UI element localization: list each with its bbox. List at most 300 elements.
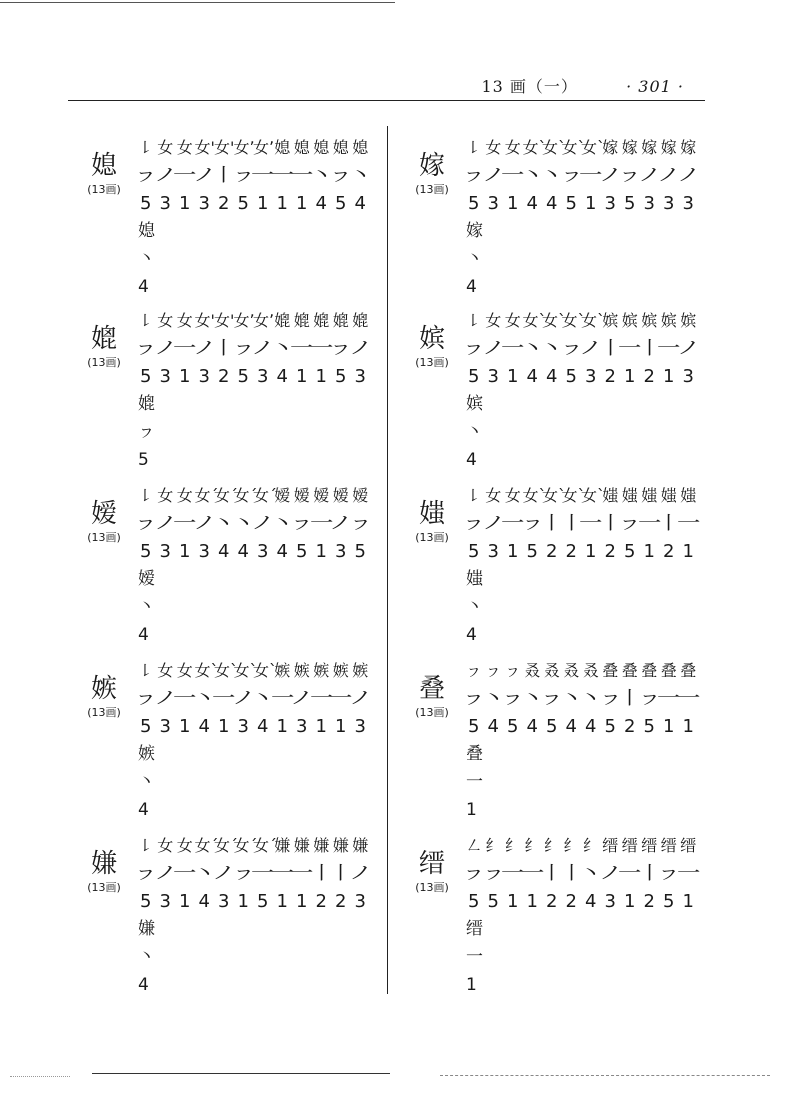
char-entry — [72, 481, 372, 651]
glyphs-row — [464, 481, 698, 509]
final-stroke: 一 — [466, 947, 483, 967]
progressive-glyph: 女ˊ — [233, 836, 258, 855]
numbers-row — [136, 537, 370, 565]
stroke-shape: 丶 — [348, 165, 372, 186]
stroke-number: 5 — [354, 541, 366, 562]
progressive-glyph: 女ˊ — [253, 836, 278, 855]
entry-head — [72, 849, 136, 895]
final-character: 嫁 — [466, 221, 483, 241]
progressive-glyph: 女ˊ — [194, 836, 219, 855]
stroke-shape: 一 — [309, 513, 333, 534]
final-character: 缙 — [466, 919, 483, 939]
top-scan-line — [0, 2, 395, 3]
stroke-shape: 丨 — [637, 338, 661, 359]
progressive-glyph: 嫉 — [293, 661, 310, 680]
stroke-number: 2 — [565, 541, 577, 562]
stroke-number: 3 — [257, 541, 269, 562]
progressive-glyph: 媸 — [602, 486, 619, 505]
progressive-glyph: 女 — [176, 661, 193, 680]
stroke-count-label: (13画) — [87, 531, 121, 544]
stroke-shape: 一 — [657, 688, 681, 709]
final-character: 媲 — [138, 394, 155, 414]
strokes-row — [464, 859, 698, 887]
progressive-glyph: 纟 — [524, 836, 541, 855]
stroke-shape: 一 — [309, 688, 333, 709]
stroke-number: 1 — [507, 891, 519, 912]
progressive-glyph: 媳 — [293, 138, 310, 157]
stroke-shape: ㇷ — [231, 338, 255, 359]
stroke-sequence — [464, 306, 698, 474]
head-character: 媳 — [90, 151, 117, 181]
stroke-number: 4 — [276, 541, 288, 562]
stroke-shape: ㇷ — [618, 165, 642, 186]
stroke-shape: ノ — [153, 165, 177, 186]
glyphs-row — [136, 656, 370, 684]
progressive-glyph: ㇙ — [465, 486, 482, 505]
progressive-glyph: 媸 — [641, 486, 658, 505]
stroke-number: 1 — [315, 716, 327, 737]
head-character: 媲 — [90, 324, 117, 354]
stroke-shape: ㇷ — [501, 688, 525, 709]
stroke-shape: 丶 — [579, 688, 603, 709]
stroke-number: 4 — [354, 193, 366, 214]
stroke-shape: ノ — [657, 165, 681, 186]
stroke-shape: 丨 — [559, 513, 583, 534]
stroke-number: 3 — [159, 716, 171, 737]
stroke-number: 4 — [237, 541, 249, 562]
progressive-glyph: 女ˊ — [214, 836, 239, 855]
stroke-number: 4 — [526, 193, 538, 214]
stroke-number: 4 — [257, 716, 269, 737]
progressive-glyph: 女ˋ — [542, 311, 567, 330]
progressive-glyph: ㇷ — [465, 661, 482, 680]
final-stroke: 丶 — [138, 597, 155, 617]
stroke-number: 2 — [604, 366, 616, 387]
head-character: 嫌 — [90, 849, 117, 879]
stroke-shape: ㇷ — [520, 513, 544, 534]
char-entry — [72, 306, 372, 476]
final-character: 嫉 — [138, 744, 155, 764]
stroke-shape: 丶 — [251, 688, 275, 709]
stroke-number: 1 — [315, 366, 327, 387]
stroke-number: 5 — [296, 541, 308, 562]
stroke-shape: 一 — [676, 513, 700, 534]
stroke-shape: 一 — [173, 688, 197, 709]
head-character: 嫒 — [90, 499, 117, 529]
progressive-glyph: 女ʼ — [233, 138, 255, 157]
progressive-glyph: 嫌 — [313, 836, 330, 855]
progressive-glyph: 女ˋ — [561, 311, 586, 330]
final-number: 4 — [466, 625, 477, 645]
progressive-glyph: 媳 — [274, 138, 291, 157]
page-header — [481, 74, 684, 97]
entry-head — [72, 324, 136, 370]
progressive-glyph: 媲 — [274, 311, 291, 330]
progressive-glyph: 女 — [504, 138, 521, 157]
progressive-glyph: 媳 — [352, 138, 369, 157]
stroke-shape: 一 — [501, 338, 525, 359]
stroke-number: 4 — [546, 193, 558, 214]
strokes-row — [136, 859, 370, 887]
numbers-row — [464, 362, 698, 390]
stroke-shape: 一 — [329, 688, 353, 709]
stroke-number: 1 — [179, 366, 191, 387]
stroke-number: 2 — [218, 193, 230, 214]
entry-head — [72, 151, 136, 197]
head-character: 叠 — [418, 674, 445, 704]
stroke-shape: 一 — [501, 165, 525, 186]
stroke-number: 5 — [604, 716, 616, 737]
stroke-number: 2 — [218, 366, 230, 387]
stroke-number: 4 — [585, 891, 597, 912]
progressive-glyph: 叒 — [582, 661, 599, 680]
stroke-sequence — [464, 481, 698, 649]
stroke-number: 3 — [218, 891, 230, 912]
progressive-glyph: 女 — [157, 138, 174, 157]
stroke-number: 1 — [663, 716, 675, 737]
stroke-number: 1 — [335, 716, 347, 737]
strokes-row — [464, 161, 698, 189]
stroke-number: 1 — [526, 891, 538, 912]
glyphs-row — [464, 133, 698, 161]
progressive-glyph: 女ˊ — [253, 486, 278, 505]
progressive-glyph: 女 — [176, 486, 193, 505]
progressive-glyph: 嫁 — [602, 138, 619, 157]
char-entry — [72, 133, 372, 303]
stroke-number: 5 — [507, 716, 519, 737]
stroke-shape: ㇷ — [231, 165, 255, 186]
stroke-shape: ノ — [290, 688, 314, 709]
stroke-shape: 丨 — [657, 513, 681, 534]
stroke-number: 4 — [546, 366, 558, 387]
stroke-shape: ノ — [329, 513, 353, 534]
progressive-glyph: 嫒 — [352, 486, 369, 505]
entry-head — [72, 674, 136, 720]
section-title: 13 画（一） — [481, 77, 578, 96]
stroke-shape: 丶 — [520, 338, 544, 359]
strokes-row — [136, 161, 370, 189]
stroke-number: 5 — [487, 891, 499, 912]
stroke-shape: 丨 — [212, 338, 236, 359]
stroke-shape: ノ — [153, 863, 177, 884]
progressive-glyph: ㇙ — [137, 138, 154, 157]
stroke-number: 1 — [643, 541, 655, 562]
stroke-number: 4 — [315, 193, 327, 214]
stroke-shape: ㇷ — [231, 863, 255, 884]
stroke-shape: 丨 — [212, 165, 236, 186]
progressive-glyph: 女' — [214, 138, 235, 157]
progressive-glyph: 叠 — [621, 661, 638, 680]
stroke-number: 2 — [315, 891, 327, 912]
progressive-glyph: 女ˋ — [522, 486, 547, 505]
stroke-shape: 一 — [618, 863, 642, 884]
progressive-glyph: 缙 — [602, 836, 619, 855]
stroke-shape: 丶 — [520, 165, 544, 186]
progressive-glyph: 媸 — [660, 486, 677, 505]
progressive-glyph: 媲 — [313, 311, 330, 330]
stroke-number: 2 — [565, 891, 577, 912]
stroke-number: 3 — [354, 891, 366, 912]
stroke-number: 5 — [335, 366, 347, 387]
strokes-row — [136, 509, 370, 537]
progressive-glyph: 女 — [504, 486, 521, 505]
stroke-number: 1 — [624, 891, 636, 912]
progressive-glyph: 女ˋ — [214, 661, 239, 680]
final-character: 嫔 — [466, 394, 483, 414]
stroke-shape: ノ — [231, 688, 255, 709]
stroke-shape: 一 — [676, 688, 700, 709]
glyphs-row — [136, 306, 370, 334]
stroke-sequence — [464, 656, 698, 824]
stroke-number: 2 — [663, 541, 675, 562]
stroke-shape: ㇷ — [462, 165, 486, 186]
stroke-number: 3 — [487, 366, 499, 387]
progressive-glyph: 女ˋ — [522, 311, 547, 330]
final-stroke: 丶 — [466, 422, 483, 442]
progressive-glyph: ㇜ — [465, 836, 482, 855]
progressive-glyph: 叠 — [660, 661, 677, 680]
stroke-shape: ノ — [348, 688, 372, 709]
stroke-shape: 一 — [501, 863, 525, 884]
stroke-number: 1 — [179, 193, 191, 214]
stroke-number: 3 — [198, 366, 210, 387]
stroke-number: 1 — [296, 366, 308, 387]
stroke-number: 4 — [565, 716, 577, 737]
progressive-glyph: 叠 — [641, 661, 658, 680]
stroke-number: 4 — [487, 716, 499, 737]
stroke-shape: 一 — [173, 338, 197, 359]
stroke-number: 1 — [585, 541, 597, 562]
final-stroke: 丶 — [138, 947, 155, 967]
progressive-glyph: 女' — [214, 311, 235, 330]
progressive-glyph: 缙 — [680, 836, 697, 855]
progressive-glyph: 媲 — [332, 311, 349, 330]
stroke-number: 4 — [585, 716, 597, 737]
progressive-glyph: 嫌 — [352, 836, 369, 855]
stroke-number: 2 — [643, 366, 655, 387]
progressive-glyph: 嫔 — [621, 311, 638, 330]
stroke-number: 5 — [468, 716, 480, 737]
head-character: 嫁 — [418, 151, 445, 181]
final-character: 媳 — [138, 221, 155, 241]
stroke-number: 5 — [468, 891, 480, 912]
stroke-shape: ノ — [637, 165, 661, 186]
stroke-shape: ノ — [676, 338, 700, 359]
stroke-shape: ㇷ — [134, 688, 158, 709]
stroke-count-label: (13画) — [87, 706, 121, 719]
head-character: 媸 — [418, 499, 445, 529]
stroke-shape: 一 — [579, 165, 603, 186]
char-entry — [400, 831, 700, 1001]
progressive-glyph: 嫔 — [641, 311, 658, 330]
stroke-shape: 一 — [618, 338, 642, 359]
progressive-glyph: 女' — [194, 311, 215, 330]
entry-head — [400, 849, 464, 895]
stroke-shape: 丨 — [559, 863, 583, 884]
stroke-number: 3 — [296, 716, 308, 737]
stroke-number: 3 — [159, 193, 171, 214]
progressive-glyph: 媸 — [621, 486, 638, 505]
progressive-glyph: 嫉 — [332, 661, 349, 680]
stroke-number: 2 — [604, 541, 616, 562]
stroke-shape: ノ — [153, 688, 177, 709]
stroke-shape: 一 — [251, 863, 275, 884]
stroke-shape: 一 — [501, 513, 525, 534]
stroke-sequence — [464, 831, 698, 999]
progressive-glyph: 嫁 — [660, 138, 677, 157]
stroke-shape: 一 — [309, 338, 333, 359]
stroke-shape: 一 — [676, 863, 700, 884]
stroke-shape: ㇷ — [481, 863, 505, 884]
stroke-number: 3 — [198, 193, 210, 214]
stroke-number: 5 — [140, 193, 152, 214]
stroke-count-label: (13画) — [415, 706, 449, 719]
page-number: · 301 · — [626, 77, 684, 96]
final-number: 1 — [466, 800, 477, 820]
stroke-shape: 丶 — [212, 513, 236, 534]
char-entry — [400, 306, 700, 476]
header-rule — [68, 100, 705, 101]
final-number: 5 — [138, 450, 149, 470]
stroke-number: 1 — [276, 193, 288, 214]
stroke-shape: ㇷ — [637, 688, 661, 709]
progressive-glyph: ㇙ — [137, 311, 154, 330]
stroke-shape: 一 — [173, 863, 197, 884]
final-character: 叠 — [466, 744, 483, 764]
stroke-number: 1 — [179, 716, 191, 737]
progressive-glyph: 纟 — [485, 836, 502, 855]
stroke-number: 5 — [643, 716, 655, 737]
stroke-shape: 丶 — [540, 165, 564, 186]
stroke-shape: ㇷ — [598, 688, 622, 709]
progressive-glyph: 女ˋ — [561, 138, 586, 157]
stroke-number: 5 — [140, 891, 152, 912]
stroke-shape: ㇷ — [348, 513, 372, 534]
progressive-glyph: 女 — [157, 661, 174, 680]
stroke-number: 1 — [276, 891, 288, 912]
char-entry — [400, 481, 700, 651]
stroke-number: 4 — [198, 891, 210, 912]
progressive-glyph: 嫁 — [641, 138, 658, 157]
stroke-shape: ノ — [192, 513, 216, 534]
progressive-glyph: 女ˋ — [233, 661, 258, 680]
stroke-number: 5 — [468, 193, 480, 214]
progressive-glyph: ㇙ — [465, 138, 482, 157]
stroke-number: 4 — [526, 366, 538, 387]
column-divider — [387, 126, 388, 994]
final-stroke: ㇷ — [138, 422, 155, 442]
stroke-shape: 丶 — [309, 165, 333, 186]
entry-head — [400, 151, 464, 197]
head-character: 嫉 — [90, 674, 117, 704]
stroke-number: 1 — [276, 716, 288, 737]
stroke-shape: ノ — [153, 513, 177, 534]
progressive-glyph: ㇷ — [485, 661, 502, 680]
stroke-shape: 一 — [290, 165, 314, 186]
glyphs-row — [136, 133, 370, 161]
progressive-glyph: 叠 — [680, 661, 697, 680]
progressive-glyph: 女 — [157, 486, 174, 505]
final-number: 4 — [138, 800, 149, 820]
progressive-glyph: 嫉 — [274, 661, 291, 680]
stroke-shape: 一 — [579, 513, 603, 534]
stroke-number: 5 — [140, 716, 152, 737]
progressive-glyph: 女 — [157, 836, 174, 855]
progressive-glyph: 女 — [176, 311, 193, 330]
stroke-number: 3 — [354, 366, 366, 387]
stroke-shape: 一 — [270, 688, 294, 709]
stroke-number: 1 — [507, 366, 519, 387]
stroke-number: 3 — [257, 366, 269, 387]
progressive-glyph: 嫒 — [332, 486, 349, 505]
progressive-glyph: 女ˋ — [542, 486, 567, 505]
stroke-shape: ノ — [598, 863, 622, 884]
head-character: 缙 — [418, 849, 445, 879]
stroke-shape: 一 — [657, 338, 681, 359]
stroke-shape: ㇷ — [559, 165, 583, 186]
stroke-shape: 一 — [520, 863, 544, 884]
stroke-number: 5 — [335, 193, 347, 214]
stroke-sequence — [136, 656, 370, 824]
stroke-number: 3 — [335, 541, 347, 562]
stroke-number: 2 — [546, 891, 558, 912]
stroke-shape: ノ — [192, 165, 216, 186]
stroke-shape: ㇷ — [134, 513, 158, 534]
stroke-shape: ノ — [212, 863, 236, 884]
progressive-glyph: 女ˊ — [214, 486, 239, 505]
progressive-glyph: ㇙ — [137, 661, 154, 680]
footer-dotted-line — [10, 1076, 70, 1077]
progressive-glyph: 女ˊ — [233, 486, 258, 505]
stroke-number: 3 — [604, 193, 616, 214]
stroke-shape: 丶 — [231, 513, 255, 534]
final-stroke: 丶 — [466, 249, 483, 269]
progressive-glyph: 嫌 — [332, 836, 349, 855]
numbers-row — [136, 887, 370, 915]
stroke-number: 3 — [643, 193, 655, 214]
stroke-shape: 丨 — [598, 338, 622, 359]
numbers-row — [464, 887, 698, 915]
stroke-count-label: (13画) — [415, 183, 449, 196]
progressive-glyph: 女ʼ — [233, 311, 255, 330]
stroke-number: 4 — [526, 716, 538, 737]
stroke-number: 3 — [237, 716, 249, 737]
numbers-row — [464, 537, 698, 565]
stroke-sequence — [464, 133, 698, 301]
stroke-number: 5 — [663, 891, 675, 912]
stroke-number: 1 — [624, 366, 636, 387]
final-stroke: 丶 — [466, 597, 483, 617]
progressive-glyph: 嫔 — [680, 311, 697, 330]
stroke-number: 3 — [663, 193, 675, 214]
stroke-number: 1 — [682, 891, 694, 912]
stroke-shape: 一 — [212, 688, 236, 709]
final-stroke: 丶 — [138, 772, 155, 792]
entry-head — [72, 499, 136, 545]
stroke-shape: ㇷ — [462, 338, 486, 359]
progressive-glyph: 嫒 — [293, 486, 310, 505]
progressive-glyph: ㇙ — [465, 311, 482, 330]
stroke-number: 5 — [565, 366, 577, 387]
numbers-row — [464, 189, 698, 217]
stroke-sequence — [136, 831, 370, 999]
progressive-glyph: ㇷ — [504, 661, 521, 680]
stroke-shape: 丶 — [270, 513, 294, 534]
stroke-number: 1 — [507, 193, 519, 214]
final-character: 媸 — [466, 569, 483, 589]
char-entry — [400, 656, 700, 826]
progressive-glyph: 女ʼ — [253, 311, 275, 330]
